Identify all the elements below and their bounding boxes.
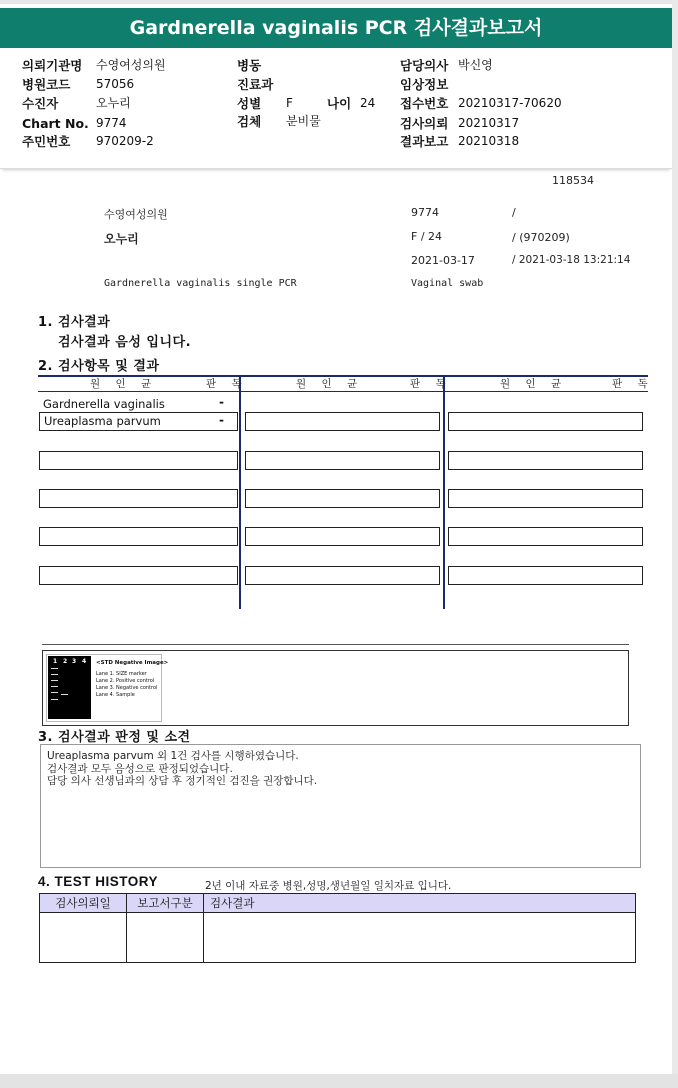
header-value: F	[286, 96, 293, 110]
report-code: 118534	[552, 174, 594, 187]
judgement-value: -	[219, 395, 224, 409]
scrollbar-track[interactable]	[672, 0, 678, 1088]
gel-band	[51, 668, 58, 669]
header-value: 20210318	[458, 134, 520, 148]
table-cell-empty	[245, 412, 440, 431]
gel-legend	[96, 660, 168, 699]
header-value: 9774	[96, 116, 127, 130]
header-label: 병원코드	[22, 77, 71, 92]
judgement-value: -	[219, 413, 224, 427]
pathogen-header: 원 인 균	[500, 378, 568, 390]
table-cell-empty	[245, 527, 440, 546]
header-value: 분비물	[286, 114, 321, 128]
table-cell-empty	[39, 451, 238, 470]
history-col-header: 검사의뢰일	[40, 894, 126, 913]
top-separator	[0, 0, 678, 4]
gel-legend-line: Lane 1. SIZE marker	[96, 671, 147, 677]
table-cell-empty	[245, 451, 440, 470]
section3-title: 3. 검사결과 판정 및 소견	[38, 730, 191, 745]
report-title: Gardnerella vaginalis PCR 검사결과보고서	[0, 8, 672, 48]
chart-number: 9774	[411, 206, 439, 219]
gel-legend-line: Lane 2. Positive control	[96, 678, 155, 684]
column-divider	[443, 375, 445, 609]
header-label: 성별	[237, 96, 262, 111]
header-label: 담당의사	[400, 58, 449, 73]
header-value: 수영여성의원	[96, 58, 166, 72]
clinic-name: 수영여성의원	[104, 208, 168, 221]
gel-band	[51, 692, 58, 693]
report-datetime: / 2021-03-18 13:21:14	[512, 254, 631, 266]
table-cell-empty	[448, 489, 643, 508]
table-row	[39, 412, 238, 431]
divider-line	[42, 644, 629, 645]
header-label: 결과보고	[400, 134, 449, 149]
column-divider	[126, 894, 127, 962]
gel-band	[51, 680, 58, 681]
table-cell-empty	[448, 412, 643, 431]
table-cell-empty	[448, 566, 643, 585]
header-divider	[0, 155, 672, 169]
pathogen-header: 원 인 균	[90, 378, 158, 390]
table-cell-empty	[39, 489, 238, 508]
opinion-line: 담당 의사 선생님과의 상담 후 정기적인 검진을 권장합니다.	[47, 775, 318, 787]
separator-slash: /	[512, 206, 516, 219]
header-value: 24	[360, 96, 376, 110]
table-cell-empty	[39, 527, 238, 546]
header-label: 임상정보	[400, 77, 449, 92]
header-value: 970209-2	[96, 134, 154, 148]
footer-bar	[0, 1074, 678, 1088]
sex-age: F / 24	[411, 230, 443, 243]
lane-number: 2	[63, 658, 68, 665]
gel-legend-line: Lane 4. Sample	[96, 692, 135, 698]
request-date: 2021-03-17	[411, 254, 475, 267]
header-label: 주민번호	[22, 134, 71, 149]
gel-title: <STD Negative Image>	[96, 660, 169, 666]
opinion-line: 검사결과 모두 음성으로 판정되었습니다.	[47, 762, 233, 775]
table-header-border	[38, 391, 648, 392]
results-table	[38, 375, 654, 609]
header-label: 의뢰기관명	[22, 58, 83, 73]
column-divider	[203, 894, 204, 962]
section2-title: 2. 검사항목 및 결과	[38, 359, 160, 374]
patient-name: 오누리	[104, 232, 139, 246]
header-label: Chart No.	[22, 116, 89, 131]
gel-band	[51, 686, 58, 687]
judgement-header: 판 독	[206, 378, 248, 390]
table-cell-empty	[245, 566, 440, 585]
header-value: 20210317	[458, 116, 520, 130]
history-col-header: 보고서구분	[127, 894, 203, 913]
gel-electrophoresis-image	[48, 656, 91, 719]
lane-number: 3	[72, 658, 77, 665]
header-label: 접수번호	[400, 96, 449, 111]
opinion-box	[40, 744, 641, 868]
table-cell-empty	[39, 566, 238, 585]
header-label: 나이	[327, 96, 352, 111]
judgement-header: 판 독	[612, 378, 654, 390]
history-note: 2년 이내 자료중 병원,성명,생년월일 일치자료 입니다.	[205, 880, 452, 892]
header-value: 20210317-70620	[458, 96, 562, 110]
birth-date: / (970209)	[512, 231, 570, 244]
header-value: 오누리	[96, 96, 131, 110]
specimen-type: Vaginal swab	[411, 278, 484, 289]
gel-band	[51, 674, 58, 675]
history-col-header: 검사결과	[204, 894, 635, 913]
header-label: 검체	[237, 114, 262, 129]
header-label: 진료과	[237, 77, 274, 92]
section4-title: 4. TEST HISTORY	[38, 874, 159, 889]
column-divider	[239, 375, 241, 609]
header-value: 57056	[96, 77, 135, 91]
test-name: Gardnerella vaginalis single PCR	[104, 278, 297, 289]
table-cell-empty	[448, 451, 643, 470]
judgement-header: 판 독	[410, 378, 452, 390]
gel-band	[61, 694, 68, 695]
pathogen-name: Gardnerella vaginalis	[43, 397, 165, 411]
result-summary: 검사결과 음성 입니다.	[58, 335, 192, 350]
gel-band	[51, 699, 58, 700]
section1-title: 1. 검사결과	[38, 315, 111, 330]
opinion-line: Ureaplasma parvum 외 1건 검사를 시행하였습니다.	[47, 750, 299, 762]
table-cell-empty	[448, 527, 643, 546]
history-table	[39, 893, 636, 963]
gel-legend-line: Lane 3. Negative control	[96, 685, 158, 691]
header-label: 수진자	[22, 96, 59, 111]
header-label: 병동	[237, 58, 262, 73]
lane-number: 4	[82, 658, 87, 665]
pathogen-header: 원 인 균	[296, 378, 364, 390]
table-cell-empty	[245, 489, 440, 508]
lane-number: 1	[53, 658, 58, 665]
header-label: 검사의뢰	[400, 116, 449, 131]
header-value: 박신영	[458, 58, 493, 72]
pathogen-name: Ureaplasma parvum	[44, 414, 161, 428]
